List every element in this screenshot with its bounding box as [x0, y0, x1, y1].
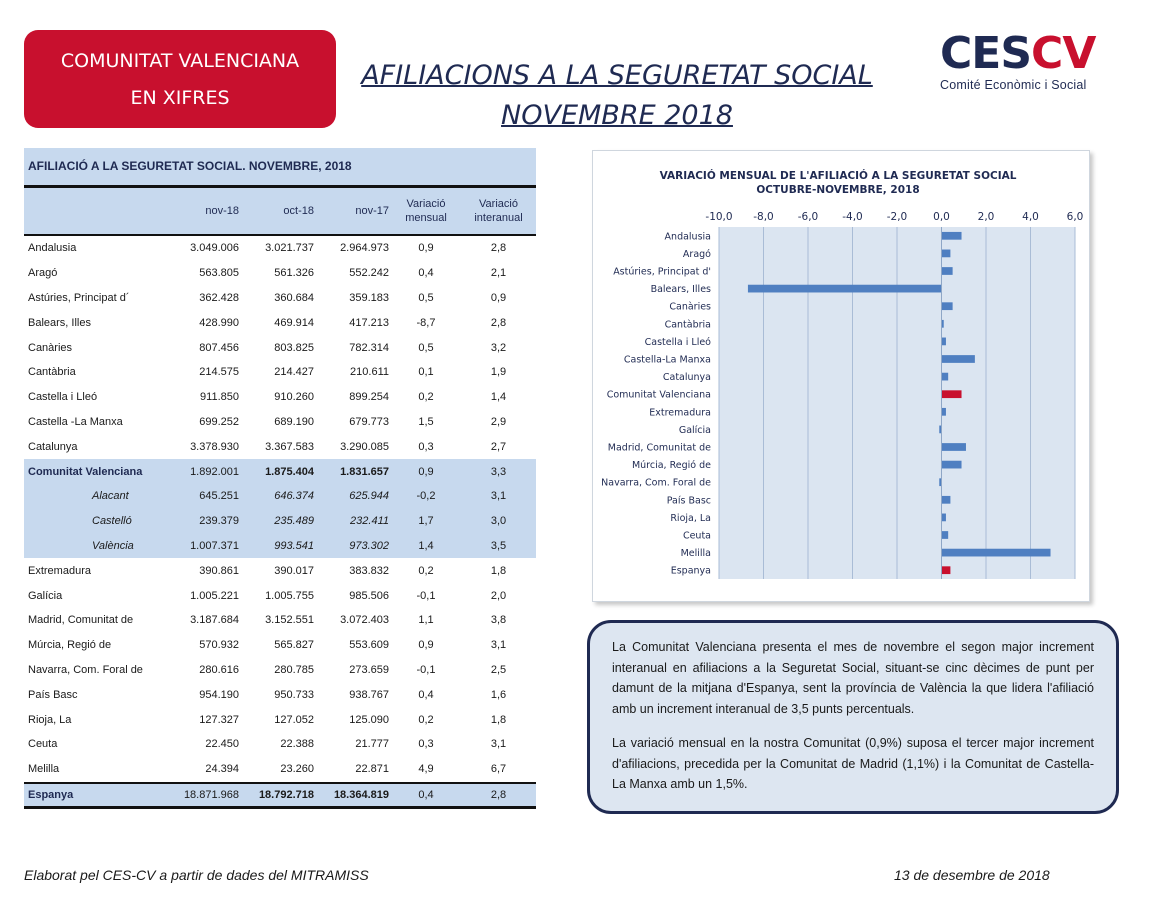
cell-oct18: 803.825: [274, 341, 314, 354]
table-bottom-rule: [24, 806, 536, 809]
x-tick-label: 0,0: [933, 211, 950, 223]
footer-date: 13 de desembre de 2018: [894, 867, 1050, 883]
table-row: [24, 707, 536, 732]
category-label: Canàries: [669, 301, 711, 313]
x-tick-label: -2,0: [886, 211, 908, 223]
cell-var-interanual: 3,1: [490, 639, 507, 652]
cell-nov17: 3.072.403: [340, 614, 389, 627]
table-row: [24, 757, 536, 782]
cell-var-interanual: 2,0: [490, 589, 507, 602]
cell-var-interanual: 3,1: [490, 490, 507, 503]
cell-nov17: 21.777: [355, 738, 389, 751]
category-label: Aragó: [682, 248, 711, 260]
cell-oct18: 565.827: [274, 639, 314, 652]
table-row: [24, 682, 536, 707]
region-badge: [24, 30, 336, 128]
bar-pa-s-basc: [942, 496, 951, 504]
cell-nov17: 973.302: [349, 539, 389, 552]
commentary-paragraph-2: La variació mensual en la nostra Comunitat (0,9%) suposa el tercer major increment d'afiliacions, precedida per la Comunitat de Madrid (1,1%) i la Comunitat de Castella- La Manxa amb un 1,5%.: [612, 736, 1094, 791]
cell-region: País Basc: [28, 688, 78, 701]
cell-var-interanual: 3,5: [490, 539, 507, 552]
table-row: [24, 385, 536, 410]
footer-source: Elaborat pel CES-CV a partir de dades del MITRAMISS: [24, 867, 369, 883]
category-label: Ceuta: [682, 530, 711, 542]
cell-var-interanual: 2,8: [490, 242, 507, 255]
chart-subtitle: OCTUBRE-NOVEMBRE, 2018: [756, 184, 920, 196]
cell-oct18: 360.684: [274, 291, 314, 304]
cell-var-interanual: 3,0: [490, 515, 507, 528]
cell-nov18: 280.616: [199, 663, 239, 676]
bar-melilla: [942, 549, 1051, 557]
cell-var-mensual: 0,1: [418, 366, 434, 379]
table-row: [24, 732, 536, 757]
cell-nov18: 807.456: [199, 341, 239, 354]
cell-var-mensual: 0,3: [418, 440, 434, 453]
bar-comunitat-valenciana: [942, 390, 962, 398]
cell-nov17: 552.242: [349, 267, 389, 280]
bar-can-ries: [942, 302, 953, 310]
cell-nov17: 985.506: [349, 589, 389, 602]
table-row: [24, 583, 536, 608]
bar-ceuta: [942, 531, 949, 539]
category-label: Castella-La Manxa: [623, 354, 711, 366]
cell-nov18: 22.450: [205, 738, 239, 751]
cell-oct18: 390.017: [274, 564, 314, 577]
table-row: [24, 261, 536, 286]
cell-var-interanual: 3,3: [490, 465, 507, 478]
cell-region: Cantàbria: [28, 366, 76, 379]
header-nov18: nov-18: [205, 205, 239, 217]
cell-var-mensual: 0,9: [418, 242, 434, 255]
cell-region: Extremadura: [28, 564, 91, 577]
cell-region: Aragó: [28, 267, 58, 280]
cell-oct18: 469.914: [274, 316, 314, 329]
cell-var-mensual: 0,5: [418, 341, 434, 354]
bar-extremadura: [942, 408, 946, 416]
cell-nov18: 18.871.968: [183, 788, 239, 801]
cell-nov18: 954.190: [199, 688, 239, 701]
cell-var-interanual: 2,1: [490, 267, 507, 280]
table-row: [24, 608, 536, 633]
cell-oct18: 689.190: [274, 415, 314, 428]
cell-var-interanual: 0,9: [490, 291, 507, 304]
cell-nov18: 1.892.001: [190, 465, 239, 478]
table-title: AFILIACIÓ A LA SEGURETAT SOCIAL. NOVEMBRE, 2018: [24, 148, 536, 188]
cell-nov18: 911.850: [200, 391, 239, 404]
cell-nov18: 3.187.684: [190, 614, 239, 627]
cell-oct18: 18.792.718: [258, 788, 314, 801]
cell-var-mensual: 0,4: [418, 688, 434, 701]
cell-nov18: 645.251: [199, 490, 239, 503]
cell-oct18: 22.388: [280, 738, 314, 751]
cell-nov17: 553.609: [349, 639, 389, 652]
cell-region: València: [92, 539, 134, 552]
cell-oct18: 910.260: [274, 391, 314, 404]
cell-region: Andalusia: [28, 242, 77, 255]
category-label: Melilla: [680, 548, 711, 560]
cell-oct18: 950.733: [274, 688, 314, 701]
bar-castella-i-lle-: [942, 338, 946, 346]
category-label: Rioja, La: [670, 512, 711, 524]
cell-var-mensual: -0,1: [416, 589, 436, 602]
cell-var-interanual: 2,8: [490, 788, 507, 801]
category-label: Andalusia: [664, 231, 711, 243]
cell-nov18: 239.379: [199, 515, 239, 528]
cell-nov17: 417.213: [349, 316, 389, 329]
cell-var-interanual: 1,4: [490, 391, 507, 404]
cell-oct18: 1.005.755: [265, 589, 314, 602]
bar-rioja-la: [942, 514, 946, 522]
cell-var-interanual: 1,6: [490, 688, 507, 701]
cell-nov18: 127.327: [199, 713, 239, 726]
cell-var-mensual: 0,2: [418, 564, 434, 577]
category-label: Múrcia, Regió de: [631, 460, 711, 472]
cell-var-mensual: 0,9: [418, 639, 434, 652]
table-row: [24, 286, 536, 311]
cell-region: Galícia: [28, 589, 63, 602]
cell-var-mensual: 0,2: [418, 391, 434, 404]
cell-region: Ceuta: [28, 738, 58, 751]
category-label: Astúries, Principat d': [613, 266, 711, 278]
cell-nov17: 679.773: [349, 415, 389, 428]
cell-region: Castella i Lleó: [28, 391, 98, 404]
bar-madrid-comunitat-de: [942, 443, 966, 451]
chart-svg: [593, 151, 1091, 603]
cell-region: Rioja, La: [28, 713, 72, 726]
commentary-paragraph-1: La Comunitat Valenciana presenta el mes de novembre el segon major increment interanual en afiliacions a la Seguretat Social, situant-se cinc dècimes de punt per damunt de la mitjana d'Espanya, sent la província de València la que lidera l'afiliació amb un increment interanual de 3,5 punts percentuals.: [612, 640, 1094, 716]
category-label: Cantàbria: [664, 319, 711, 331]
header-oct18: oct-18: [283, 205, 314, 217]
cell-region: Múrcia, Regió de: [28, 639, 112, 652]
table-body: [24, 236, 536, 806]
cell-nov17: 125.090: [349, 713, 389, 726]
table-row: [24, 658, 536, 683]
cell-nov18: 214.575: [199, 366, 239, 379]
cell-region: Alacant: [92, 490, 129, 503]
cell-var-mensual: 0,3: [418, 738, 434, 751]
cell-var-interanual: 2,7: [490, 440, 507, 453]
cell-oct18: 3.021.737: [265, 242, 314, 255]
header-var-interanual: Variació interanual: [474, 198, 523, 224]
x-tick-label: -4,0: [842, 211, 863, 223]
cell-var-mensual: 0,9: [418, 465, 434, 478]
page-title: [352, 56, 882, 136]
logo-ces: CES: [940, 28, 1032, 79]
cell-var-mensual: -0,1: [416, 663, 436, 676]
cell-region: Castelló: [92, 515, 132, 528]
commentary-box: [587, 620, 1119, 814]
cell-var-mensual: 1,7: [418, 515, 434, 528]
cell-oct18: 23.260: [280, 763, 314, 776]
cell-region: Madrid, Comunitat de: [28, 614, 134, 627]
bar-catalunya: [942, 373, 949, 381]
table-row: [24, 335, 536, 360]
cell-region: Comunitat Valenciana: [28, 465, 143, 478]
cell-var-mensual: -0,2: [416, 490, 436, 503]
cell-nov17: 899.254: [349, 391, 389, 404]
table-row: [24, 459, 536, 484]
title-line1: AFILIACIONS A LA SEGURETAT SOCIAL: [361, 60, 873, 91]
category-label: Espanya: [670, 565, 711, 577]
cell-nov18: 3.378.930: [190, 440, 239, 453]
cell-oct18: 280.785: [274, 663, 314, 676]
cell-var-mensual: -8,7: [416, 316, 436, 329]
cell-nov18: 1.005.221: [190, 589, 239, 602]
cescv-logo: [940, 28, 1110, 98]
cell-nov17: 383.832: [349, 564, 389, 577]
title-line2: NOVEMBRE 2018: [501, 100, 733, 131]
cell-var-mensual: 0,2: [418, 713, 434, 726]
bar-ast-ries-principat-d-: [942, 267, 953, 275]
cell-var-interanual: 6,7: [490, 763, 507, 776]
cell-nov17: 1.831.657: [340, 465, 389, 478]
cell-var-interanual: 3,8: [490, 614, 507, 627]
cell-nov17: 938.767: [349, 688, 389, 701]
cell-oct18: 993.541: [274, 539, 314, 552]
table-row: [24, 484, 536, 509]
cell-oct18: 235.489: [274, 515, 314, 528]
bar-andalusia: [942, 232, 962, 240]
logo-cv: CV: [1031, 28, 1096, 79]
category-label: Navarra, Com. Foral de: [601, 477, 711, 489]
x-tick-label: -8,0: [753, 211, 774, 223]
badge-line1: COMUNITAT VALENCIANA: [60, 49, 300, 72]
cell-var-interanual: 1,8: [490, 713, 507, 726]
category-label: Catalunya: [662, 372, 711, 384]
category-label: Balears, Illes: [650, 284, 711, 296]
cell-var-mensual: 1,5: [418, 415, 434, 428]
cell-nov17: 22.871: [355, 763, 389, 776]
cell-var-mensual: 1,4: [418, 539, 434, 552]
cell-var-mensual: 1,1: [418, 614, 434, 627]
bar-castella-la-manxa: [942, 355, 975, 363]
cell-region: Balears, Illes: [28, 316, 91, 329]
category-label: Galícia: [678, 424, 711, 436]
monthly-variation-chart: [592, 150, 1090, 602]
cell-nov17: 782.314: [349, 341, 389, 354]
table-row: [24, 236, 536, 261]
table-row: [24, 558, 536, 583]
cell-nov18: 428.990: [199, 316, 239, 329]
cell-var-mensual: 0,4: [418, 788, 434, 801]
cell-var-mensual: 0,4: [418, 267, 434, 280]
badge-line2: EN XIFRES: [130, 86, 230, 109]
cell-nov18: 563.805: [199, 267, 239, 280]
cell-nov18: 1.007.371: [190, 539, 239, 552]
cell-region: Espanya: [28, 788, 74, 801]
cell-nov18: 699.252: [199, 415, 239, 428]
cell-var-mensual: 0,5: [418, 291, 434, 304]
x-tick-label: -6,0: [797, 211, 819, 223]
x-tick-label: 4,0: [1022, 211, 1039, 223]
cell-nov17: 3.290.085: [340, 440, 389, 453]
cell-var-interanual: 1,8: [490, 564, 507, 577]
cell-oct18: 3.367.583: [265, 440, 314, 453]
x-tick-label: -10,0: [705, 211, 733, 223]
affiliation-table: [24, 148, 536, 809]
cell-region: Melilla: [28, 763, 60, 776]
logo-subtitle: Comité Econòmic i Social: [940, 78, 1087, 92]
cell-var-interanual: 2,8: [490, 316, 507, 329]
table-row: [24, 434, 536, 459]
cell-var-interanual: 2,9: [490, 415, 507, 428]
table-row: [24, 410, 536, 435]
cell-nov17: 210.611: [350, 366, 389, 379]
table-row: [24, 360, 536, 385]
cell-nov18: 362.428: [199, 291, 239, 304]
table-row: [24, 782, 536, 807]
cell-oct18: 214.427: [274, 366, 314, 379]
cell-nov17: 625.944: [349, 490, 389, 503]
bar-arag-: [942, 250, 951, 258]
category-label: Extremadura: [649, 407, 711, 419]
table-row: [24, 633, 536, 658]
cell-region: Astúries, Principat d´: [28, 291, 130, 304]
cell-region: Catalunya: [28, 440, 78, 453]
cell-oct18: 646.374: [274, 490, 314, 503]
cell-nov17: 359.183: [349, 291, 389, 304]
bar-espanya: [942, 566, 951, 574]
category-label: País Basc: [666, 495, 711, 507]
bar-m-rcia-regi-de: [942, 461, 962, 469]
x-tick-label: 2,0: [977, 211, 995, 223]
cell-nov17: 232.411: [350, 515, 389, 528]
cell-var-interanual: 2,5: [490, 663, 507, 676]
chart-title: VARIACIÓ MENSUAL DE L'AFILIACIÓ A LA SEGURETAT SOCIAL: [659, 170, 1017, 182]
cell-var-mensual: 4,9: [418, 763, 434, 776]
cell-nov17: 2.964.973: [340, 242, 389, 255]
cell-oct18: 1.875.404: [265, 465, 314, 478]
category-label: Madrid, Comunitat de: [607, 442, 711, 454]
bar-balears-illes: [748, 285, 942, 293]
cell-nov17: 18.364.819: [333, 788, 389, 801]
cell-nov18: 3.049.006: [190, 242, 239, 255]
cell-var-interanual: 3,2: [490, 341, 507, 354]
cell-nov18: 390.861: [199, 564, 239, 577]
cell-var-interanual: 3,1: [490, 738, 507, 751]
category-label: Castella i Lleó: [644, 336, 711, 348]
cell-region: Castella -La Manxa: [28, 415, 123, 428]
header-var-mensual: Variació mensual: [405, 198, 447, 224]
cell-var-interanual: 1,9: [490, 366, 507, 379]
table-row: [24, 509, 536, 534]
category-label: Comunitat Valenciana: [606, 389, 711, 401]
table-row: [24, 310, 536, 335]
cell-region: Canàries: [28, 341, 73, 354]
cell-oct18: 3.152.551: [265, 614, 314, 627]
cell-oct18: 127.052: [274, 713, 314, 726]
table-header: [24, 188, 536, 236]
cell-nov18: 24.394: [205, 763, 239, 776]
table-row: [24, 534, 536, 559]
cell-region: Navarra, Com. Foral de: [28, 663, 143, 676]
cell-nov18: 570.932: [199, 639, 239, 652]
cell-oct18: 561.326: [274, 267, 314, 280]
x-tick-label: 6,0: [1066, 211, 1084, 223]
cell-nov17: 273.659: [349, 663, 389, 676]
header-nov17: nov-17: [355, 205, 389, 217]
